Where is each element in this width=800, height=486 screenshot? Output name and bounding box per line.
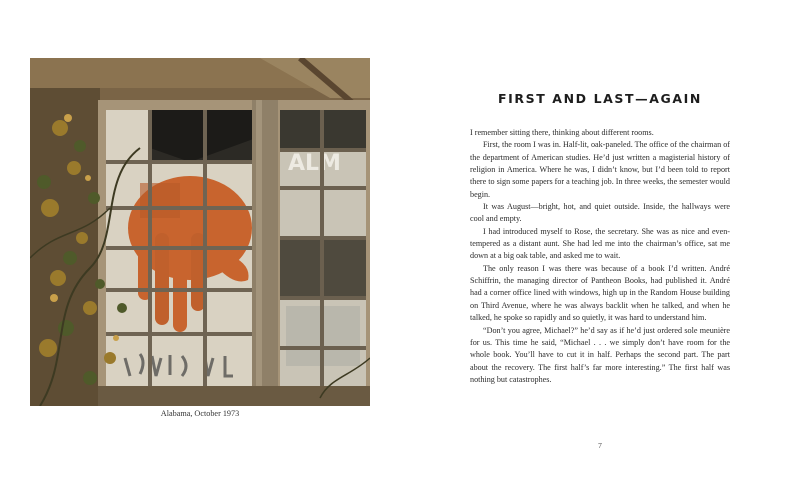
page-number: 7 xyxy=(598,441,602,450)
paragraph: “Don’t you agree, Michael?” he’d say as if he’d just ordered sole meunière for us. This time he said, “Michael . . . we simply don’t have room for the whole book. You’ll have to cut it in half. Perhaps the second part. The part about the recovery. The first half’s far more interesting.” The first half was nothing but catastrophes. xyxy=(470,325,730,384)
paragraph: I had introduced myself to Rose, the secretary. She was as nice and even-tempered as a distant aunt. She had led me into the chairman’s office, sat me down at a big oak table, and asked me to wait. xyxy=(470,226,730,261)
chapter-body xyxy=(470,127,730,386)
paragraph: It was August—bright, hot, and quiet outside. Inside, the hallways were cool and empty. xyxy=(470,202,730,224)
paragraph: The only reason I was there was because of a book I’d written. André Schiffrin, the managing director of Pantheon Books, had published it. André had a corner office lined with windows, high up in the Random House building on Third Avenue, where he was always backlit when he talked, and when he talked, he spoke so rapidly and so quietly, it was hard to understand him. xyxy=(470,263,730,323)
photo-illustration xyxy=(30,58,370,406)
chapter-title: FIRST AND LAST—AGAIN xyxy=(498,91,702,106)
paragraph: First, the room I was in. Half-lit, oak-paneled. The office of the chairman of the department of American studies. He’d just written a magisterial history of religion in America. Where he was, I didn’t know, but I’d been told to report there to sign some papers for a teaching job. In three weeks, the semester would begin. xyxy=(470,140,730,199)
paragraph: I remember sitting there, thinking about different rooms. xyxy=(470,128,654,137)
photograph xyxy=(30,58,370,406)
sign-letters: ALM xyxy=(288,151,341,176)
photo-caption: Alabama, October 1973 xyxy=(160,409,240,418)
